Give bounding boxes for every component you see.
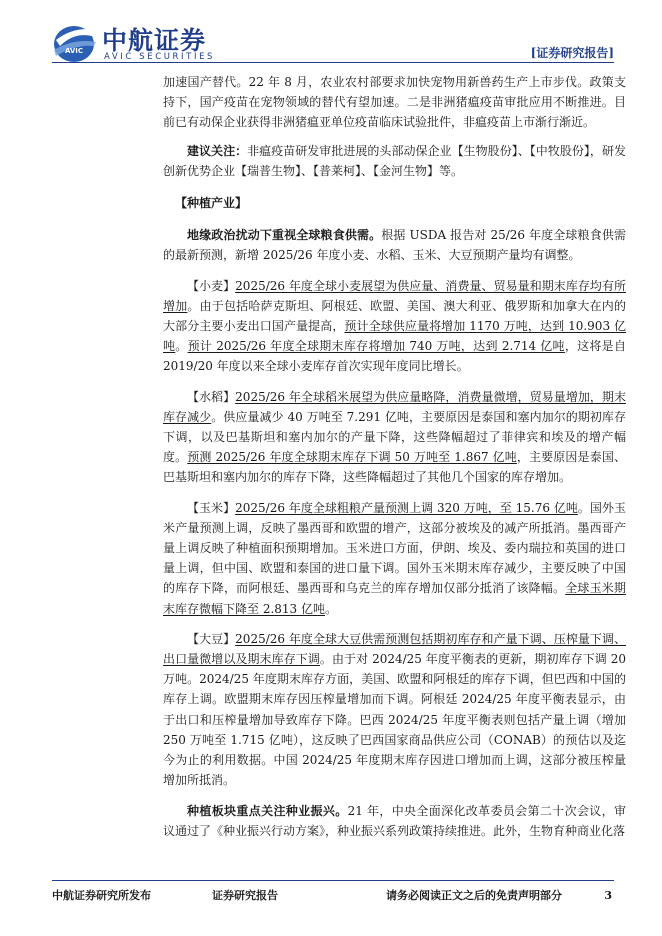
recommendation-body: 非瘟疫苗研发审批进展的头部动保企业【生物股份】、【中牧股份】，研发创新优势企业【瑞普生物】、【普莱柯】、【金河生物】等。 [163, 143, 626, 178]
rice-ending-stock: 预测 2025/26 年度全球期末库存下调 50 万吨至 1.867 亿吨 [187, 450, 517, 465]
paragraph-recommendation [163, 141, 626, 181]
footer-report-type: 证券研究报告 [212, 889, 278, 902]
rice-text-1: 。供应量减少 40 万吨至 7.291 亿吨，主要原因是泰国和塞内加尔的期初库存下调，以及巴基斯坦和塞内加尔的产量下降，这些降幅超过了菲律宾和埃及的增产幅度。 [163, 409, 626, 465]
paragraph-seed-industry [163, 801, 626, 841]
company-logo [52, 20, 232, 64]
paragraph-wheat [163, 276, 626, 377]
logo-english-name: AVIC SECURITIES [104, 52, 216, 62]
corn-tag: 【玉米】 [187, 500, 236, 515]
page-number: 3 [604, 889, 612, 902]
rice-tag: 【水稻】 [187, 389, 236, 404]
paragraph-rice [163, 387, 626, 488]
footer-disclaimer: 请务必阅读正文之后的免责声明部分 [386, 889, 562, 902]
grain-supply-lead: 地缘政治扰动下重视全球粮食供需。 [187, 228, 382, 243]
wheat-text-1: 。由于包括哈萨克斯坦、阿根廷、欧盟、美国、澳大利亚、俄罗斯和加拿大在内的大部分主要小麦出口国产量提高， [163, 298, 626, 334]
footer-publisher: 中航证券研究所发布 [52, 889, 151, 902]
report-tag: [证券研究报告] [530, 46, 614, 60]
soy-outlook: 2025/26 年度全球大豆供需预测包括期初库存和产量下调、压榨量下调、出口量微增以及期末库存下调 [163, 631, 626, 667]
rice-outlook: 2025/26 年全球稻米展望为供应量略降，消费量微增，贸易量增加，期末库存减少 [163, 389, 626, 424]
wheat-text-2: 。 [175, 339, 188, 354]
grain-supply-body: 根据 USDA 报告对 25/26 年度全球粮食供需的最新预测，新增 2025/26 年度小麦、水稻、玉米、大豆预期产量均有调整。 [163, 228, 626, 263]
header-divider [52, 62, 614, 63]
wheat-text-3: ，这将是自 2019/20 年度以来全球小麦库存首次实现年度同比增长。 [163, 339, 626, 374]
corn-outlook: 2025/26 年度全球粗粮产量预测上调 320 万吨，至 15.76 亿吨 [235, 500, 578, 515]
corn-text-2: 。 [324, 601, 337, 616]
seed-industry-lead: 种植板块重点关注种业振兴。 [187, 803, 348, 818]
recommendation-lead: 建议关注： [187, 143, 248, 158]
logo-badge-text: AVIC [64, 47, 84, 55]
soy-text-1: 。由于对 2024/25 年度平衡表的更新，期初库存下调 20 万吨。2024/25 年度期末库存方面，美国、欧盟和阿根廷的库存下调，但巴西和中国的库存上调。欧盟期末库存因压榨量增加而下调。阿根廷 2024/25 年度平衡表显示，由于出口和压榨量增加导致库存下降。巴西 2024/25 年度平衡表则包括产量上调（增加 250 万吨至 1.715 亿吨），这反映了巴西国家商品供应公司（CONAB）的预估以及迄今为止的利用数据。中国 2024/25 年度期末库存因进口增加而上调，这部分被压榨量增加所抵消。 [163, 652, 626, 788]
wheat-tag: 【小麦】 [187, 278, 236, 293]
avic-globe-logo-icon [52, 20, 98, 64]
report-body [163, 72, 626, 851]
paragraph-grain-supply [163, 225, 626, 265]
section-title-planting: 【种植产业】 [175, 196, 248, 211]
footer-divider [52, 880, 614, 881]
corn-ending-stock: 全球玉米期末库存微幅下降至 2.813 亿吨 [163, 581, 626, 616]
wheat-supply: 预计全球供应量将增加 1170 万吨，达到 10.903 亿吨 [163, 319, 626, 354]
paragraph-soybean [163, 629, 626, 791]
rice-text-2: ，主要原因是泰国、巴基斯坦和塞内加尔的库存下降，这些降幅超过了其他几个国家的库存增加。 [163, 450, 626, 485]
wheat-ending-stock: 预计 2025/26 年度全球期末库存将增加 740 万吨，达到 2.714 亿吨 [187, 339, 565, 354]
paragraph-corn [163, 498, 626, 619]
logo-chinese-name: 中航证券 [102, 26, 207, 55]
corn-text-1: 。国外玉米产量预测上调，反映了墨西哥和欧盟的增产，这部分被埃及的减产所抵消。墨西哥产量上调反映了种植面积预期增加。玉米进口方面，伊朗、埃及、委内瑞拉和英国的进口量上调，但中国、欧盟和泰国的进口量下调。国外玉米期末库存减少，主要反映了中国的库存下降，而阿根廷、墨西哥和乌克兰的库存增加仅部分抵消了该降幅。 [163, 500, 626, 596]
paragraph-pet-vaccine: 加速国产替代。22 年 8 月，农业农村部要求加快宠物用新兽药生产上市步伐。政策支持下，国产疫苗在宠物领域的替代有望加速。二是非洲猪瘟疫苗审批应用不断推进。目前已有动保企业获得非洲猪瘟亚单位疫苗临床试验批件，非瘟疫苗上市渐行渐近。 [163, 75, 626, 130]
soy-tag: 【大豆】 [187, 631, 236, 646]
seed-industry-body: 21 年，中央全面深化改革委员会第二十次会议，审议通过了《种业振兴行动方案》，种业振兴系列政策持续推进。此外，生物育种商业化落 [163, 803, 626, 838]
wheat-outlook: 2025/26 年度全球小麦展望为供应量、消费量、贸易量和期末库存均有所增加 [163, 278, 626, 313]
